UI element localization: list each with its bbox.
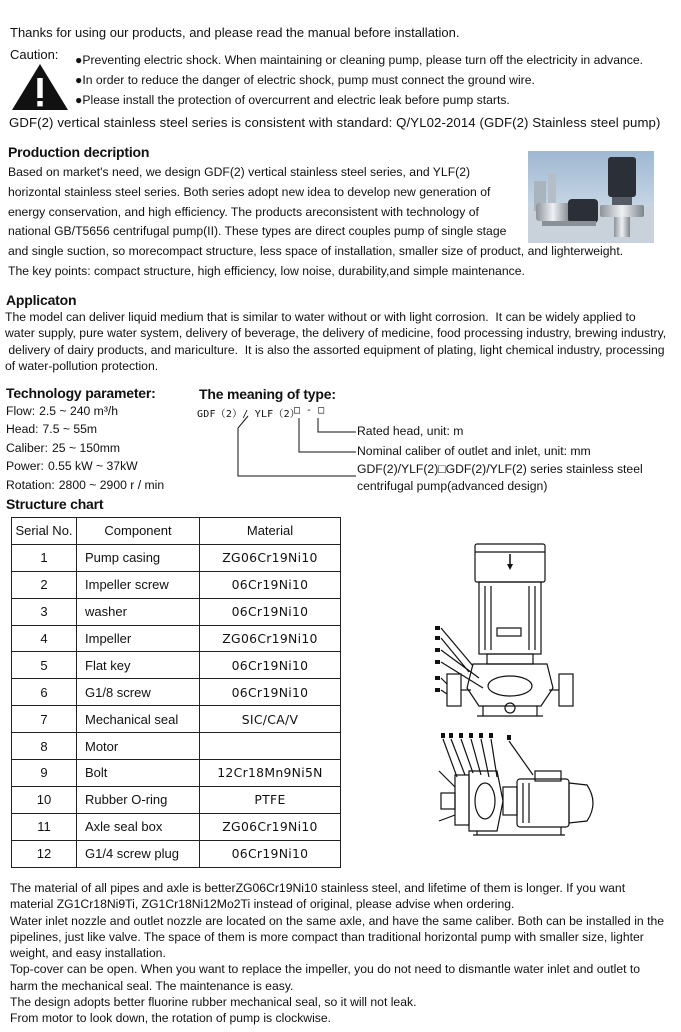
- type-code-suffix: □ - □: [294, 405, 325, 416]
- serial-cell: 7: [12, 706, 77, 733]
- column-header: Component: [77, 518, 200, 545]
- table-row: [12, 598, 341, 625]
- note-line: material ZG1Cr18Ni9Ti, ZG1Cr18Ni12Mo2Ti instead of original, please advise when ordering.: [10, 897, 515, 912]
- note-line: Top-cover can be open. When you want to replace the impeller, you do not need to dismantle water inlet and outlet to: [10, 962, 641, 977]
- component-cell: Rubber O-ring: [77, 786, 200, 813]
- serial-cell: 6: [12, 679, 77, 706]
- type-code: GDF（2）/ YLF（2）: [197, 409, 301, 420]
- serial-cell: 3: [12, 598, 77, 625]
- table-row: [12, 625, 341, 652]
- component-cell: Flat key: [77, 652, 200, 679]
- intro-text: Thanks for using our products, and please read the manual before installation.: [10, 25, 460, 40]
- material-cell: ZG06Cr19Ni10: [200, 544, 341, 571]
- note-line: pipelines, just like valve. The space of them is more compact than traditional horizontal pump with smaller size, lighter: [10, 929, 644, 944]
- material-cell: SIC/CA/V: [200, 706, 341, 733]
- serial-cell: 5: [12, 652, 77, 679]
- application-body: [5, 309, 681, 374]
- production-line: Based on market's need, we design GDF(2) vertical stainless steel series, and YLF(2): [8, 165, 471, 179]
- application-line: of water-pollution protection.: [5, 358, 159, 373]
- table-row: [12, 544, 341, 571]
- component-cell: Impeller: [77, 625, 200, 652]
- table-row: [12, 786, 341, 813]
- application-line: The model can deliver liquid medium that is similar to water without or with light corrosion. It can be widely applied to: [5, 310, 636, 324]
- component-cell: G1/8 screw: [77, 679, 200, 706]
- table-row: [12, 679, 341, 706]
- production-heading: Production decription: [8, 144, 150, 160]
- serial-cell: 9: [12, 760, 77, 787]
- serial-cell: 4: [12, 625, 77, 652]
- production-line: horizontal stainless steel series. Both series adopt new idea to develop new generation of: [8, 184, 491, 199]
- technical-params: [6, 402, 164, 494]
- warning-triangle-icon: [10, 62, 70, 112]
- note-line: harm the mechanical seal. The maintenance is easy.: [10, 978, 294, 993]
- vertical-pump-drawing: [433, 538, 583, 720]
- technical-heading: Technology parameter:: [6, 385, 156, 401]
- production-line: energy conservation, and high efficiency. The products areconsistent with technology of: [8, 204, 479, 219]
- param-label: Flow:: [6, 404, 36, 418]
- param-row: [6, 402, 164, 420]
- note-line: Water inlet nozzle and outlet nozzle are located on the same axle, and have the same caliber. Both can be installed in the: [10, 913, 665, 928]
- material-cell: [200, 733, 341, 760]
- type-nominal-caliber: Nominal caliber of outlet and inlet, unit: mm: [357, 444, 591, 458]
- production-line: The key points: compact structure, high efficiency, low noise, durability,and simple maintenance.: [8, 263, 525, 278]
- param-row: [6, 439, 164, 457]
- serial-cell: 10: [12, 786, 77, 813]
- param-label: Caliber:: [6, 440, 48, 455]
- horizontal-pump-drawing: [437, 731, 607, 851]
- table-row: [12, 571, 341, 598]
- material-cell: 06Cr19Ni10: [200, 571, 341, 598]
- serial-cell: 11: [12, 813, 77, 840]
- param-value: 0.55 kW ~ 37kW: [47, 459, 138, 474]
- pump-product-photo: [528, 151, 654, 243]
- param-value: 2.5 ~ 240 m³/h: [39, 404, 119, 418]
- param-value: 25 ~ 150mm: [52, 440, 121, 455]
- notes-block: [10, 880, 681, 1027]
- standard-statement: GDF(2) vertical stainless steel series is consistent with standard: Q/YL02-2014 (GDF(2) Stainless steel pump): [9, 115, 661, 130]
- component-cell: Impeller screw: [77, 571, 200, 598]
- table-row: [12, 840, 341, 867]
- material-cell: 06Cr19Ni10: [200, 598, 341, 625]
- component-cell: washer: [77, 598, 200, 625]
- material-cell: PTFE: [200, 786, 341, 813]
- component-cell: Pump casing: [77, 544, 200, 571]
- material-cell: 06Cr19Ni10: [200, 679, 341, 706]
- param-label: Rotation:: [6, 477, 55, 492]
- param-value: 2800 ~ 2900 r / min: [58, 477, 165, 492]
- param-label: Head:: [6, 422, 39, 437]
- component-cell: G1/4 screw plug: [77, 840, 200, 867]
- param-value: 7.5 ~ 55m: [42, 422, 98, 437]
- application-line: delivery of dairy products, and mariculture. It is also the assorted equipment of plating, light chemical industry, processing: [5, 342, 665, 357]
- column-header: Material: [200, 518, 341, 545]
- application-line: water supply, pure water system, delivery of beverage, the delivery of medicine, food processing industry, brewing industry,: [5, 326, 667, 341]
- type-leader-lines: [230, 414, 360, 490]
- caution-label: Caution:: [10, 47, 59, 62]
- caution-item: ●Preventing electric shock. When maintaining or cleaning pump, please turn off the electricity in advance.: [75, 53, 644, 67]
- note-line: The design adopts better fluorine rubber mechanical seal, so it will not leak.: [10, 995, 417, 1010]
- serial-cell: 1: [12, 544, 77, 571]
- material-cell: 12Cr18Mn9Ni5N: [200, 760, 341, 787]
- column-header: Serial No.: [12, 518, 77, 545]
- type-meaning-heading: The meaning of type:: [199, 386, 336, 402]
- table-row: [12, 760, 341, 787]
- type-series-line: centrifugal pump(advanced design): [357, 479, 548, 493]
- component-cell: Mechanical seal: [77, 706, 200, 733]
- material-cell: ZG06Cr19Ni10: [200, 813, 341, 840]
- note-line: From motor to look down, the rotation of pump is clockwise.: [10, 1011, 332, 1026]
- structure-heading: Structure chart: [6, 496, 104, 512]
- caution-item: ●In order to reduce the danger of electric shock, pump must connect the ground wire.: [75, 73, 535, 87]
- serial-cell: 8: [12, 733, 77, 760]
- note-line: The material of all pipes and axle is betterZG06Cr19Ni10 stainless steel, and lifetime of them is longer. If you want: [10, 881, 626, 895]
- param-row: [6, 420, 164, 438]
- param-row: [6, 476, 164, 494]
- material-cell: 06Cr19Ni10: [200, 652, 341, 679]
- component-cell: Axle seal box: [77, 813, 200, 840]
- structure-table: [11, 517, 341, 868]
- serial-cell: 2: [12, 571, 77, 598]
- production-line: and single suction, so morecompact structure, less space of installation, smaller size of product, and lighterweight.: [8, 244, 624, 259]
- material-cell: ZG06Cr19Ni10: [200, 625, 341, 652]
- component-cell: Bolt: [77, 760, 200, 787]
- table-row: [12, 733, 341, 760]
- note-line: weight, and easy installation.: [10, 946, 166, 961]
- serial-cell: 12: [12, 840, 77, 867]
- type-series-line: GDF(2)/YLF(2)□GDF(2)/YLF(2) series stainless steel: [357, 462, 643, 476]
- type-rated-head: Rated head, unit: m: [357, 424, 464, 438]
- table-row: [12, 706, 341, 733]
- param-row: [6, 457, 164, 475]
- application-heading: Applicaton: [6, 292, 77, 308]
- table-row: [12, 652, 341, 679]
- param-label: Power:: [6, 459, 44, 474]
- material-cell: 06Cr19Ni10: [200, 840, 341, 867]
- table-header-row: [12, 518, 341, 545]
- caution-item: ●Please install the protection of overcurrent and electric leak before pump starts.: [75, 93, 510, 107]
- production-line: national GB/T5656 centrifugal pump(II). These types are direct couples pump of single stage: [8, 224, 507, 239]
- table-row: [12, 813, 341, 840]
- component-cell: Motor: [77, 733, 200, 760]
